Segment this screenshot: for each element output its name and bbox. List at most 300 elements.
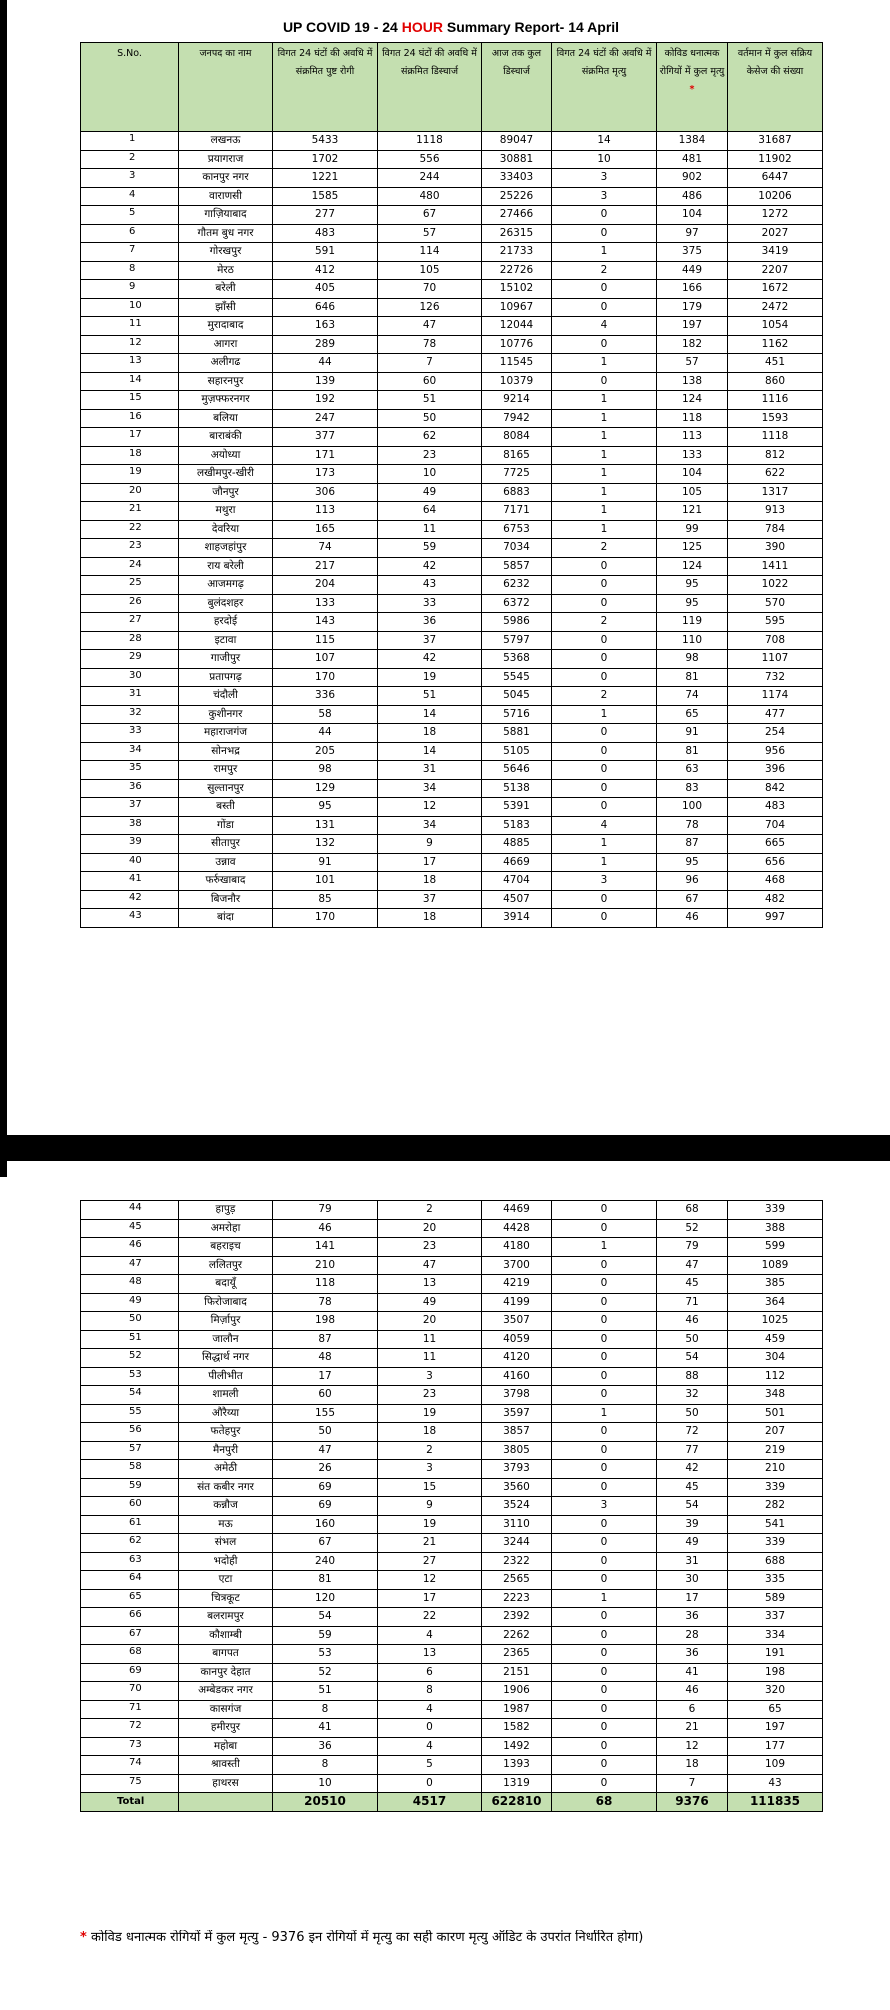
row-sno: 3: [81, 169, 179, 188]
row-value: 31: [378, 761, 482, 780]
row-value: 0: [552, 1626, 657, 1645]
row-value: 0: [552, 1700, 657, 1719]
row-value: 30: [657, 1571, 728, 1590]
row-value: 4199: [482, 1293, 552, 1312]
row-value: 47: [273, 1441, 378, 1460]
row-value: 1906: [482, 1682, 552, 1701]
table-row: [81, 1700, 823, 1719]
row-sno: 46: [81, 1238, 179, 1257]
row-value: 304: [728, 1349, 823, 1368]
row-sno: 70: [81, 1682, 179, 1701]
table-row: [81, 1386, 823, 1405]
row-value: 91: [657, 724, 728, 743]
row-value: 11: [378, 520, 482, 539]
star-marker: *: [689, 84, 695, 95]
row-value: 1: [552, 409, 657, 428]
row-value: 4219: [482, 1275, 552, 1294]
row-sno: 56: [81, 1423, 179, 1442]
row-value: 3700: [482, 1256, 552, 1275]
row-value: 688: [728, 1552, 823, 1571]
row-value: 11545: [482, 354, 552, 373]
row-value: 9: [378, 1497, 482, 1516]
row-value: 3597: [482, 1404, 552, 1423]
row-value: 412: [273, 261, 378, 280]
row-value: 49: [378, 1293, 482, 1312]
row-district: अलीगढ: [179, 354, 273, 373]
table-row: [81, 872, 823, 891]
row-sno: 4: [81, 187, 179, 206]
row-value: 14: [378, 742, 482, 761]
row-value: 45: [657, 1478, 728, 1497]
row-value: 19: [378, 668, 482, 687]
row-sno: 30: [81, 668, 179, 687]
row-value: 2151: [482, 1663, 552, 1682]
row-sno: 18: [81, 446, 179, 465]
table-row: [81, 668, 823, 687]
row-district: पीलीभीत: [179, 1367, 273, 1386]
row-value: 5857: [482, 557, 552, 576]
row-value: 65: [657, 705, 728, 724]
row-value: 43: [378, 576, 482, 595]
row-value: 79: [273, 1201, 378, 1220]
row-district: फतेहपुर: [179, 1423, 273, 1442]
total-cell: 68: [552, 1793, 657, 1812]
total-cell: 9376: [657, 1793, 728, 1812]
row-value: 109: [728, 1756, 823, 1775]
row-value: 72: [657, 1423, 728, 1442]
row-value: 13: [378, 1645, 482, 1664]
row-sno: 34: [81, 742, 179, 761]
row-value: 54: [657, 1497, 728, 1516]
row-value: 1492: [482, 1737, 552, 1756]
row-value: 1025: [728, 1312, 823, 1331]
row-value: 501: [728, 1404, 823, 1423]
row-value: 0: [552, 779, 657, 798]
row-value: 11: [378, 1349, 482, 1368]
row-value: 6372: [482, 594, 552, 613]
row-value: 480: [378, 187, 482, 206]
row-value: 50: [657, 1330, 728, 1349]
row-value: 0: [552, 335, 657, 354]
row-district: कानपुर नगर: [179, 169, 273, 188]
row-value: 0: [552, 1663, 657, 1682]
row-district: बदायूँ: [179, 1275, 273, 1294]
row-value: 5545: [482, 668, 552, 687]
row-district: वाराणसी: [179, 187, 273, 206]
row-district: जौनपुर: [179, 483, 273, 502]
row-value: 50: [273, 1423, 378, 1442]
row-value: 254: [728, 724, 823, 743]
row-value: 708: [728, 631, 823, 650]
row-sno: 26: [81, 594, 179, 613]
row-value: 5881: [482, 724, 552, 743]
row-value: 4: [552, 816, 657, 835]
row-value: 337: [728, 1608, 823, 1627]
row-value: 1162: [728, 335, 823, 354]
col-header-total-deaths: [657, 43, 728, 132]
row-value: 902: [657, 169, 728, 188]
row-value: 57: [378, 224, 482, 243]
row-sno: 55: [81, 1404, 179, 1423]
row-value: 171: [273, 446, 378, 465]
row-value: 58: [273, 705, 378, 724]
row-value: 1672: [728, 280, 823, 299]
row-value: 335: [728, 1571, 823, 1590]
row-district: श्रावस्ती: [179, 1756, 273, 1775]
row-value: 7942: [482, 409, 552, 428]
row-value: 5183: [482, 816, 552, 835]
row-value: 1174: [728, 687, 823, 706]
row-value: 132: [273, 835, 378, 854]
row-value: 4: [378, 1626, 482, 1645]
row-value: 179: [657, 298, 728, 317]
row-value: 42: [378, 650, 482, 669]
row-value: 12: [378, 1571, 482, 1590]
row-value: 99: [657, 520, 728, 539]
row-district: औरैय्या: [179, 1404, 273, 1423]
table-row: [81, 557, 823, 576]
row-value: 170: [273, 909, 378, 928]
row-value: 0: [552, 1571, 657, 1590]
row-value: 482: [728, 890, 823, 909]
row-value: 22: [378, 1608, 482, 1627]
row-value: 20: [378, 1219, 482, 1238]
row-value: 0: [552, 1293, 657, 1312]
row-value: 1107: [728, 650, 823, 669]
row-value: 87: [657, 835, 728, 854]
row-value: 348: [728, 1386, 823, 1405]
row-value: 8084: [482, 428, 552, 447]
row-sno: 40: [81, 853, 179, 872]
row-sno: 42: [81, 890, 179, 909]
row-value: 0: [552, 1367, 657, 1386]
row-value: 34: [378, 779, 482, 798]
row-district: सहारनपुर: [179, 372, 273, 391]
row-value: 459: [728, 1330, 823, 1349]
table-row: [81, 132, 823, 151]
row-district: चित्रकूट: [179, 1589, 273, 1608]
row-sno: 62: [81, 1534, 179, 1553]
row-value: 0: [378, 1719, 482, 1738]
row-sno: 53: [81, 1367, 179, 1386]
row-value: 4704: [482, 872, 552, 891]
row-value: 5391: [482, 798, 552, 817]
row-value: 0: [552, 1719, 657, 1738]
row-value: 118: [657, 409, 728, 428]
row-value: 1: [552, 502, 657, 521]
row-value: 219: [728, 1441, 823, 1460]
col-header-new-positive: विगत 24 घंटों की अवधि में संक्रमित पुष्ट रोगी: [273, 43, 378, 132]
row-value: 3: [552, 187, 657, 206]
row-value: 95: [657, 576, 728, 595]
row-value: 0: [552, 576, 657, 595]
row-value: 1: [552, 705, 657, 724]
row-value: 74: [273, 539, 378, 558]
table-row: [81, 1423, 823, 1442]
row-value: 4160: [482, 1367, 552, 1386]
row-district: गोंडा: [179, 816, 273, 835]
row-value: 0: [552, 1349, 657, 1368]
table-row: [81, 1682, 823, 1701]
table-row: [81, 1238, 823, 1257]
table-row: [81, 465, 823, 484]
row-district: उन्नाव: [179, 853, 273, 872]
row-value: 42: [378, 557, 482, 576]
row-value: 163: [273, 317, 378, 336]
row-value: 5986: [482, 613, 552, 632]
row-value: 33403: [482, 169, 552, 188]
row-value: 13: [378, 1275, 482, 1294]
row-value: 1: [552, 835, 657, 854]
row-value: 704: [728, 816, 823, 835]
row-value: 112: [728, 1367, 823, 1386]
row-district: कानपुर देहात: [179, 1663, 273, 1682]
row-value: 0: [552, 1201, 657, 1220]
row-value: 0: [552, 1256, 657, 1275]
row-value: 60: [378, 372, 482, 391]
row-value: 599: [728, 1238, 823, 1257]
row-value: 44: [273, 724, 378, 743]
row-district: आगरा: [179, 335, 273, 354]
row-value: 115: [273, 631, 378, 650]
total-label: Total: [81, 1793, 179, 1812]
row-value: 204: [273, 576, 378, 595]
row-value: 26: [273, 1460, 378, 1479]
row-value: 8: [273, 1700, 378, 1719]
row-value: 2322: [482, 1552, 552, 1571]
row-value: 477: [728, 705, 823, 724]
row-value: 119: [657, 613, 728, 632]
row-district: बहराइच: [179, 1238, 273, 1257]
row-district: इटावा: [179, 631, 273, 650]
total-cell: 4517: [378, 1793, 482, 1812]
row-sno: 57: [81, 1441, 179, 1460]
table-header-row: [81, 43, 823, 132]
row-sno: 32: [81, 705, 179, 724]
total-cell: 20510: [273, 1793, 378, 1812]
row-value: 4428: [482, 1219, 552, 1238]
row-value: 52: [273, 1663, 378, 1682]
row-value: 12: [657, 1737, 728, 1756]
row-value: 3560: [482, 1478, 552, 1497]
row-value: 7171: [482, 502, 552, 521]
row-value: 377: [273, 428, 378, 447]
col-header-district: जनपद का नाम: [179, 43, 273, 132]
row-value: 375: [657, 243, 728, 262]
row-value: 17: [273, 1367, 378, 1386]
table-row: [81, 890, 823, 909]
row-value: 10967: [482, 298, 552, 317]
row-value: 33: [378, 594, 482, 613]
row-value: 3: [552, 1497, 657, 1516]
table-row: [81, 1367, 823, 1386]
table-row: [81, 724, 823, 743]
table-row: [81, 1312, 823, 1331]
row-value: 63: [657, 761, 728, 780]
row-district: हाथरस: [179, 1774, 273, 1793]
row-value: 51: [273, 1682, 378, 1701]
row-value: 27: [378, 1552, 482, 1571]
row-district: मैनपुरी: [179, 1441, 273, 1460]
row-value: 210: [273, 1256, 378, 1275]
row-district: संभल: [179, 1534, 273, 1553]
row-value: 14: [378, 705, 482, 724]
row-value: 240: [273, 1552, 378, 1571]
row-value: 107: [273, 650, 378, 669]
row-value: 0: [552, 298, 657, 317]
row-value: 83: [657, 779, 728, 798]
row-sno: 12: [81, 335, 179, 354]
row-sno: 31: [81, 687, 179, 706]
row-sno: 24: [81, 557, 179, 576]
row-district: कन्नौज: [179, 1497, 273, 1516]
row-value: 12044: [482, 317, 552, 336]
row-value: 2565: [482, 1571, 552, 1590]
row-sno: 61: [81, 1515, 179, 1534]
row-value: 0: [552, 890, 657, 909]
row-value: 47: [378, 1256, 482, 1275]
row-value: 143: [273, 613, 378, 632]
col-header-sno: S.No.: [81, 43, 179, 132]
row-sno: 23: [81, 539, 179, 558]
row-value: 12: [378, 798, 482, 817]
row-value: 191: [728, 1645, 823, 1664]
row-value: 5716: [482, 705, 552, 724]
row-sno: 73: [81, 1737, 179, 1756]
table-row: [81, 1275, 823, 1294]
row-sno: 59: [81, 1478, 179, 1497]
row-value: 46: [273, 1219, 378, 1238]
row-value: 3798: [482, 1386, 552, 1405]
table-row: [81, 391, 823, 410]
row-value: 1272: [728, 206, 823, 225]
row-sno: 48: [81, 1275, 179, 1294]
row-value: 0: [552, 1312, 657, 1331]
row-value: 0: [552, 224, 657, 243]
row-value: 1582: [482, 1719, 552, 1738]
row-value: 23: [378, 1238, 482, 1257]
row-value: 52: [657, 1219, 728, 1238]
row-sno: 63: [81, 1552, 179, 1571]
row-value: 6447: [728, 169, 823, 188]
row-sno: 66: [81, 1608, 179, 1627]
row-value: 0: [552, 557, 657, 576]
table-row: [81, 502, 823, 521]
row-value: 9: [378, 835, 482, 854]
row-sno: 29: [81, 650, 179, 669]
row-value: 37: [378, 890, 482, 909]
row-district: जालौन: [179, 1330, 273, 1349]
row-value: 5646: [482, 761, 552, 780]
row-value: 4469: [482, 1201, 552, 1220]
row-value: 3: [378, 1460, 482, 1479]
row-value: 1089: [728, 1256, 823, 1275]
row-value: 126: [378, 298, 482, 317]
table-row: [81, 1441, 823, 1460]
row-district: प्रयागराज: [179, 150, 273, 169]
row-value: 10776: [482, 335, 552, 354]
row-value: 57: [657, 354, 728, 373]
table-row: [81, 372, 823, 391]
row-value: 5105: [482, 742, 552, 761]
row-value: 192: [273, 391, 378, 410]
table-row: [81, 1293, 823, 1312]
row-value: 15102: [482, 280, 552, 299]
row-district: प्रतापगढ़: [179, 668, 273, 687]
row-value: 732: [728, 668, 823, 687]
row-district: बरेली: [179, 280, 273, 299]
row-value: 3244: [482, 1534, 552, 1553]
row-value: 4180: [482, 1238, 552, 1257]
row-value: 0: [552, 280, 657, 299]
row-district: हापुड़: [179, 1201, 273, 1220]
row-value: 50: [378, 409, 482, 428]
row-value: 129: [273, 779, 378, 798]
row-sno: 28: [81, 631, 179, 650]
row-district: शाहजहांपुर: [179, 539, 273, 558]
row-value: 282: [728, 1497, 823, 1516]
row-value: 2: [552, 261, 657, 280]
row-sno: 54: [81, 1386, 179, 1405]
row-value: 0: [552, 1441, 657, 1460]
row-value: 1: [552, 465, 657, 484]
row-district: बस्ती: [179, 798, 273, 817]
page-break: [0, 1135, 890, 1161]
row-value: 913: [728, 502, 823, 521]
row-value: 4: [378, 1700, 482, 1719]
row-value: 30881: [482, 150, 552, 169]
table-row: [81, 594, 823, 613]
row-value: 15: [378, 1478, 482, 1497]
row-value: 10: [273, 1774, 378, 1793]
row-sno: 14: [81, 372, 179, 391]
row-value: 646: [273, 298, 378, 317]
row-value: 665: [728, 835, 823, 854]
row-value: 0: [552, 372, 657, 391]
row-district: हरदोई: [179, 613, 273, 632]
row-district: कासगंज: [179, 1700, 273, 1719]
row-value: 98: [273, 761, 378, 780]
row-value: 4: [378, 1737, 482, 1756]
col-header-new-discharge: विगत 24 घंटों की अवधि में संक्रमित डिस्चार्ज: [378, 43, 482, 132]
table-row: [81, 705, 823, 724]
row-value: 124: [657, 391, 728, 410]
row-value: 160: [273, 1515, 378, 1534]
row-value: 244: [378, 169, 482, 188]
row-value: 41: [273, 1719, 378, 1738]
row-sno: 13: [81, 354, 179, 373]
row-value: 1: [552, 853, 657, 872]
row-value: 0: [552, 1608, 657, 1627]
row-district: अमरोहा: [179, 1219, 273, 1238]
row-value: 91: [273, 853, 378, 872]
row-district: आजमगढ़: [179, 576, 273, 595]
table-row: [81, 428, 823, 447]
footnote-star: *: [80, 1930, 87, 1945]
row-value: 53: [273, 1645, 378, 1664]
row-sno: 71: [81, 1700, 179, 1719]
row-value: 812: [728, 446, 823, 465]
row-value: 81: [657, 668, 728, 687]
row-value: 104: [657, 465, 728, 484]
row-sno: 27: [81, 613, 179, 632]
row-value: 0: [552, 761, 657, 780]
table-row: [81, 1256, 823, 1275]
row-value: 10: [378, 465, 482, 484]
row-value: 0: [552, 1275, 657, 1294]
row-value: 21: [657, 1719, 728, 1738]
row-value: 3419: [728, 243, 823, 262]
